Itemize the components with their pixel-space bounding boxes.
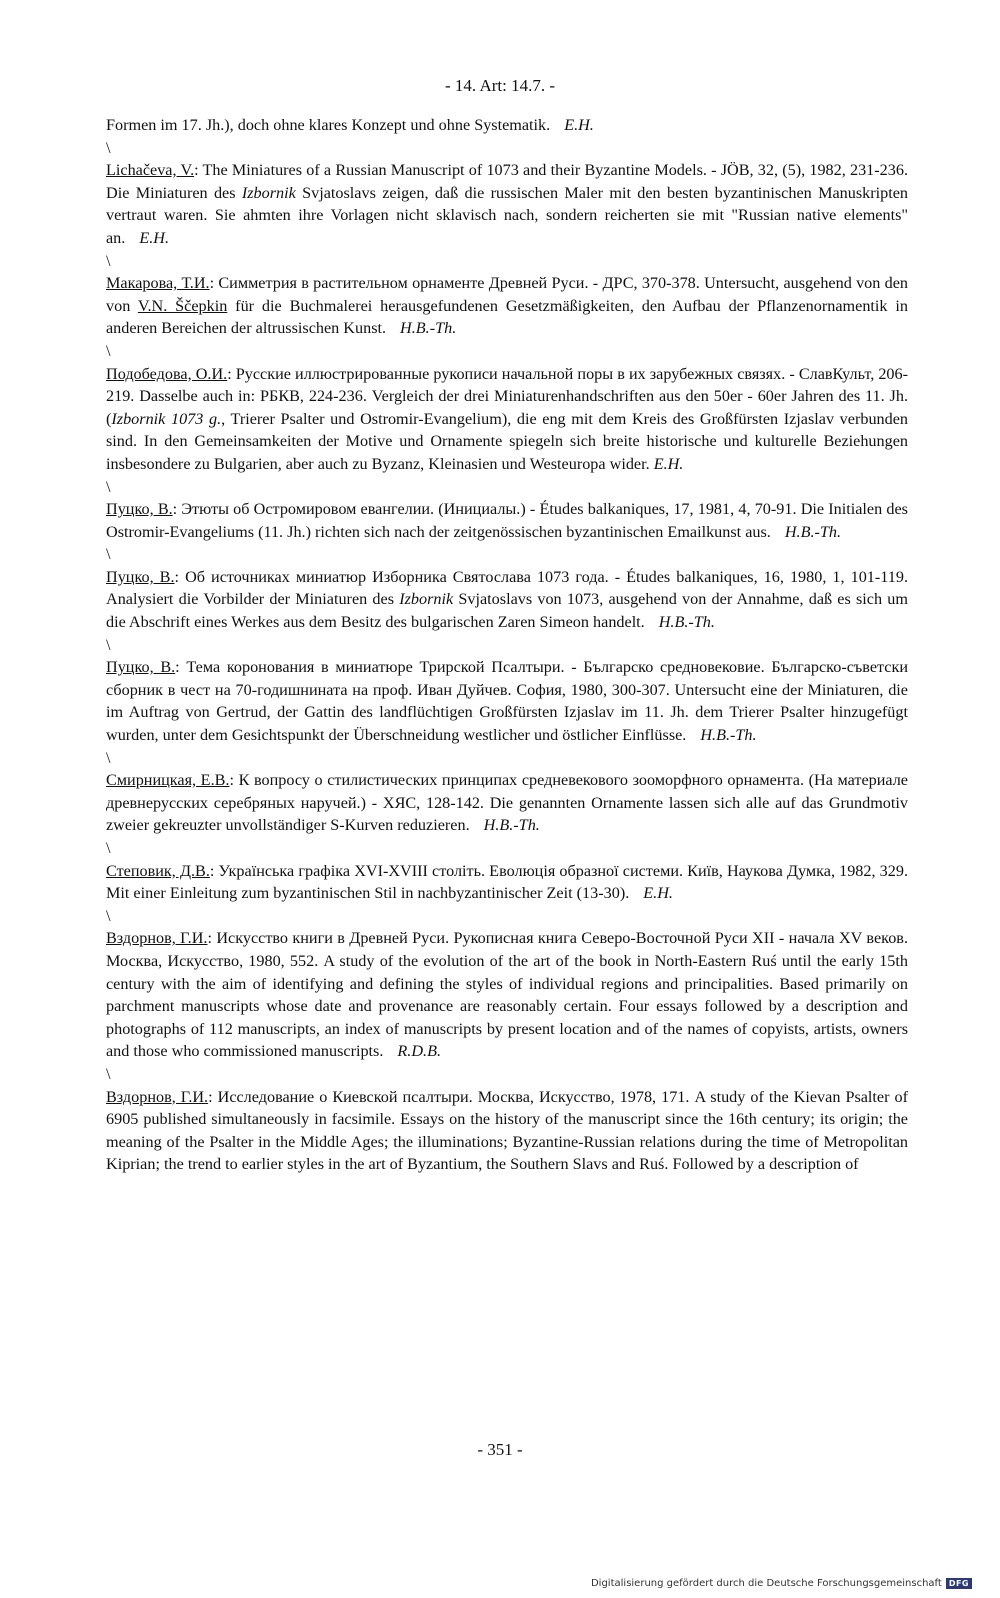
italic-title: E.H.	[653, 454, 684, 473]
entry-separator: \	[106, 906, 111, 925]
entry-separator: \	[106, 545, 111, 564]
entry-separator: \	[106, 477, 111, 496]
bibliography-entry	[106, 1086, 908, 1176]
entry-text: , Trierer Psalter und Ostromir-Evangelium), die eng mit dem Kreis des Großfürsten Izjaslav verbunden sind. In den Gemeinsamkeiten der Motive und Ornamente spiegeln sich breite historische und kulturelle Beziehungen insbesondere zu Bulgarien, aber auch zu Byzanz, Kleinasien und Westeuropa wider.	[106, 409, 909, 473]
page-number: - 351 -	[477, 1440, 523, 1459]
entry-text: : Об источниках миниатюр Изборника Святослава 1073 года. - Études balkaniques, 16, 1980, 1, 101-119. Analysiert die Vorbilder der Miniaturen des	[106, 567, 909, 609]
reviewer-initials: H.B.-Th.	[483, 816, 540, 835]
underlined-name: V.N. Ščepkin	[137, 296, 228, 315]
bibliography-entry	[106, 272, 908, 340]
italic-title: Izbornik	[241, 183, 296, 202]
reviewer-initials: R.D.B.	[397, 1042, 442, 1061]
entry-text: : К вопросу о стилистических принципах средневекового зооморфного орнамента. (На материале древнерусских серебряных наручей.) - ХЯС, 128-142. Die genannten Ornamente lassen sich alle auf das Grundmotiv zweier gekreuzter unvollständiger S-Kurven reduzieren.	[106, 771, 908, 835]
bibliography-entry	[106, 860, 908, 905]
bibliography-entry	[106, 114, 908, 137]
entry-text: : Русские иллюстрированные рукописи начальной поры в их зарубежных связях. - СлавКульт, 206-219. Dasselbe auch in: РБКВ, 224-236. Vergleich der drei Miniaturenhandschriften aus den 50er - 60er Jahren des 11. Jh. (	[106, 364, 908, 428]
bibliography-entry	[106, 927, 908, 1063]
entry-author: Макарова, Т.И.	[106, 274, 210, 293]
reviewer-initials: E.H.	[564, 116, 594, 134]
entry-text: : Этюты об Остромировом евангелии. (Инициалы.) - Études balkaniques, 17, 1981, 4, 70-91. Die Initialen des Ostromir-Evangeliums (11. Jh.) richten sich nach der zeitgenössischen byzantinischen Emailkunst aus.	[106, 500, 908, 541]
reviewer-initials: H.B.-Th.	[400, 319, 457, 338]
entry-text: Svjatoslavs zeigen, daß die russischen Maler mit den besten byzantinischen Manuskripten vertraut waren. Sie ahmten ihre Vorlagen nicht sklavisch nach, sondern reicherten sie mit "Russian native elements" an.	[106, 183, 908, 247]
reviewer-initials: H.B.-Th.	[658, 613, 715, 632]
entry-text: : Искусство книги в Древней Руси. Рукописная книга Северо-Восточной Руси XII - начала XV веков. Москва, Искусство, 1980, 552. A study of the evolution of the art of the book in North-Eastern Ruś until the early 15th century with the aim of identifying and defining the styles of individual regions and principalities. Based primarily on parchment manuscripts whose date and provenance are reasonably certain. Four essays followed by a description and photographs of 112 manuscripts, an index of manuscripts by present location and of the names of copyists, artists, owners and those who commissioned manuscripts.	[106, 929, 908, 1061]
dfg-credit-text: Digitalisierung gefördert durch die Deutsche Forschungsgemeinschaft	[590, 1578, 942, 1589]
entry-text: : Симметрия в растительном орнаменте Древней Руси. - ДРС, 370-378. Untersucht, ausgehend von den von	[106, 274, 909, 315]
entry-separator: \	[106, 251, 111, 270]
entry-author: Подобедова, О.И.	[106, 364, 228, 383]
entry-author: Вздорнов, Г.И.	[106, 1087, 209, 1106]
bibliography-content	[106, 114, 908, 1176]
reviewer-initials: E.H.	[139, 228, 169, 247]
entry-separator: \	[106, 839, 111, 857]
italic-title: Izbornik 1073 g.	[111, 409, 222, 428]
entry-author: Пуцко, В.	[106, 500, 173, 519]
entry-author: Lichačeva, V.	[106, 161, 195, 180]
bibliography-entry	[106, 363, 908, 476]
entry-separator: \	[106, 1064, 111, 1083]
entry-text: : The Miniatures of a Russian Manuscript of 1073 and their Byzantine Models. - JÖB, 32, (5), 1982, 231-236. Die Miniaturen des	[106, 161, 908, 202]
bibliography-entry	[106, 159, 908, 249]
entry-separator: \	[106, 138, 111, 157]
entry-author: Степовик, Д.В.	[106, 861, 210, 880]
entry-text: Svjatoslavs von 1073, ausgehend von der Annahme, daß es sich um die Abschrift eines Werkes aus dem Besitz des bulgarischen Zaren Simeon handelt.	[106, 590, 908, 632]
dfg-logo: DFG	[946, 1578, 972, 1589]
entry-separator: \	[106, 748, 111, 767]
entry-author: Пуцко, В.	[106, 567, 175, 586]
dfg-credit	[591, 1578, 972, 1589]
entry-author: Вздорнов, Г.И.	[106, 929, 208, 948]
entry-separator: \	[106, 341, 111, 360]
reviewer-initials: H.B.-Th.	[700, 726, 757, 745]
entry-author: Пуцко, В.	[106, 658, 176, 677]
bibliography-entry	[106, 566, 908, 634]
reviewer-initials: E.H.	[643, 884, 673, 903]
entry-separator: \	[106, 635, 111, 654]
bibliography-entry	[106, 656, 908, 746]
entry-text: : Українська графіка XVI-XVIII століть. Еволюція образної системи. Київ, Наукова Думка, 1982, 329. Mit einer Einleitung zum byzantinischen Stil in nachbyzantinischer Zeit (13-30).	[106, 861, 909, 903]
reviewer-initials: H.B.-Th.	[784, 522, 842, 541]
entry-text: : Тема коронования в миниатюре Трирской Псалтыри. - Българско средновековие. Българско-съветски сборник в чест на 70-годишнината на проф. Иван Дуйчев. София, 1980, 300-307. Untersucht eine der Miniaturen, die im Auftrag von Gertrud, der Gattin des landflüchtigen Großfürsten Izjaslav im 11. Jh. dem Trierer Psalter hinzugefügt wurden, unter dem Gesichtspunkt der Überschneidung westlicher und östlicher Einflüsse.	[106, 658, 908, 745]
bibliography-entry	[106, 769, 908, 837]
entry-text: Formen im 17. Jh.), doch ohne klares Konzept und ohne Systematik.	[106, 116, 551, 134]
bibliography-entry	[106, 498, 908, 543]
entry-author: Смирницкая, Е.В.	[106, 771, 230, 790]
italic-title: Izbornik	[399, 590, 454, 609]
entry-text: : Исследование о Киевской псалтыри. Москва, Искусство, 1978, 171. A study of the Kievan Psalter of 6905 published simultaneously in facsimile. Essays on the history of the manuscript since the 16th century; its origin; the meaning of the Psalter in the Middle Ages; the illuminations; Byzantine-Russian relations during the time of Metropolitan Kiprian; the trend to earlier styles in the art of Byzantium, the Southern Slavs and Ruś. Followed by a description of	[106, 1087, 908, 1174]
entry-text: für die Buchmalerei herausgefundenen Gesetzmäßigkeiten, den Aufbau der Pflanzenornamentik in anderen Bereichen der altrussischen Kunst.	[106, 296, 908, 338]
page-header: - 14. Art: 14.7. -	[444, 76, 556, 95]
